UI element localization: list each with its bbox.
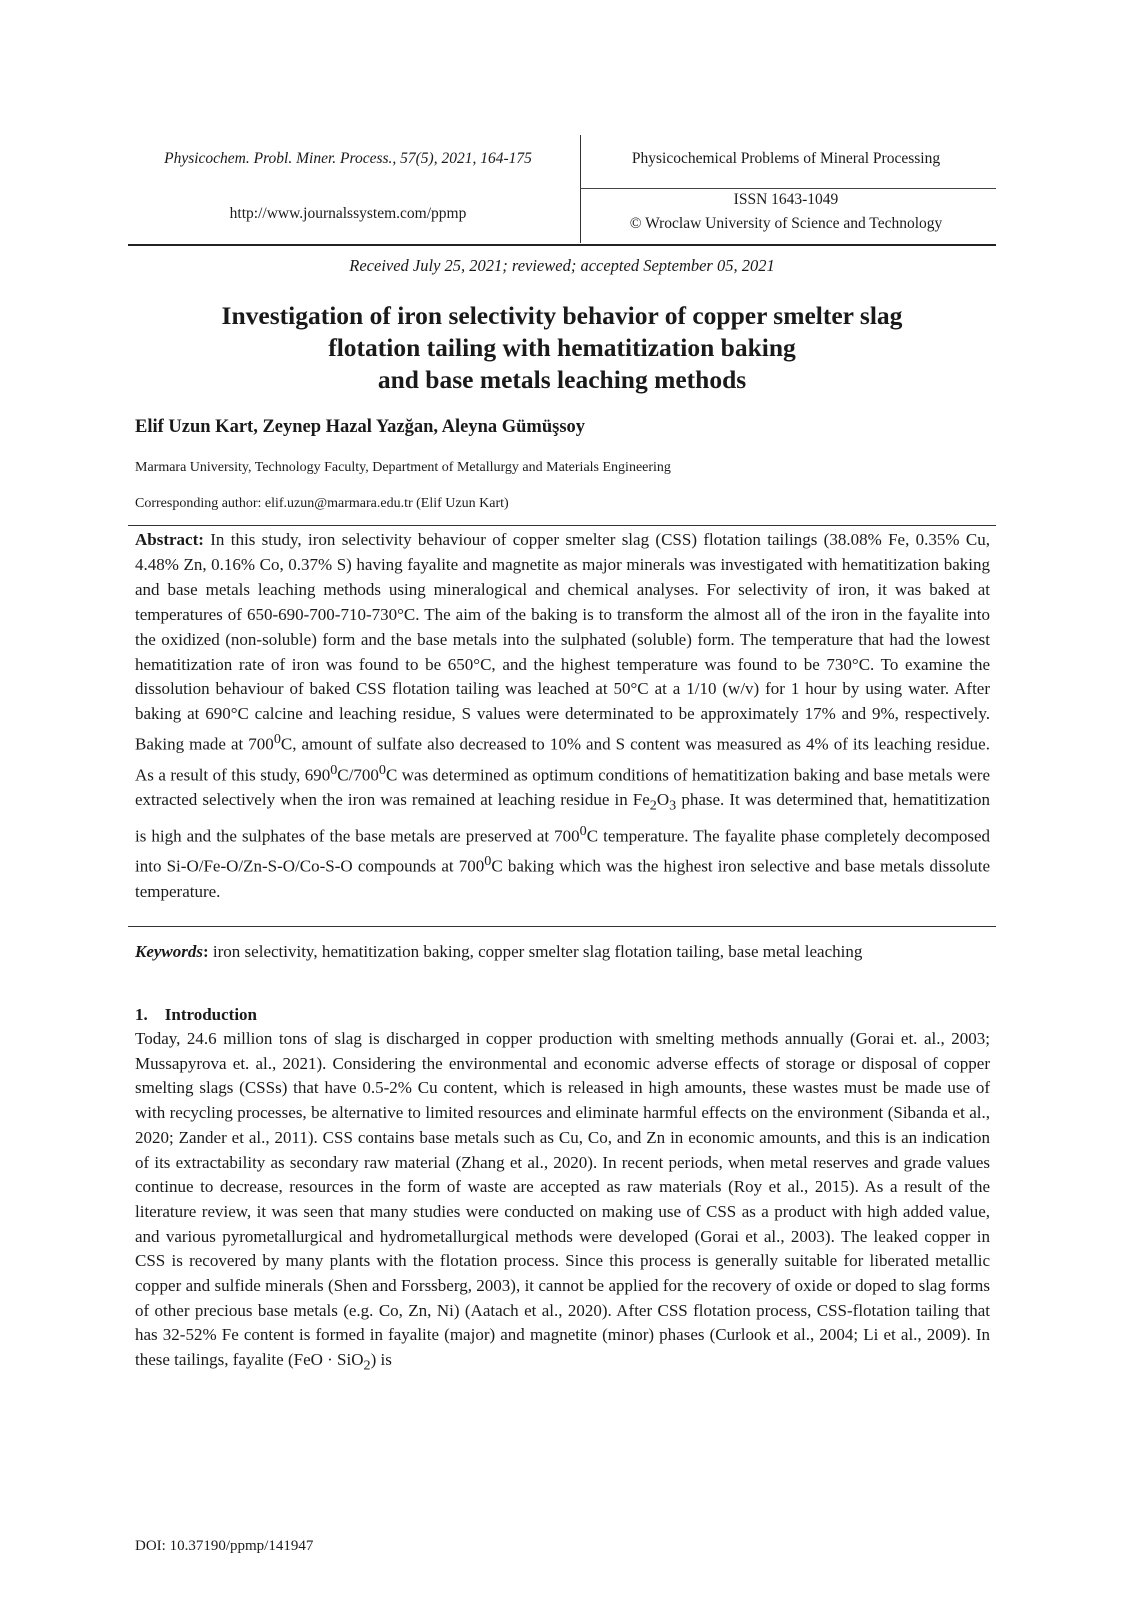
section-heading-introduction: 1. Introduction: [135, 1005, 258, 1024]
title-line-2: flotation tailing with hematitization baking: [328, 333, 796, 362]
corresponding-author: Corresponding author: elif.uzun@marmara.edu.tr (Elif Uzun Kart): [135, 496, 509, 511]
author-list: Elif Uzun Kart, Zeynep Hazal Yazğan, Aleyna Gümüşsoy: [135, 417, 586, 437]
journal-url[interactable]: http://www.journalssystem.com/ppmp: [229, 205, 467, 222]
abstract-top-rule: [128, 525, 996, 526]
title-line-3: and base metals leaching methods: [377, 365, 747, 394]
introduction-paragraph: Today, 24.6 million tons of slag is discharged in copper production with smelting methods annually (Gorai et. al., 2003; Mussapyrova et. al., 2021). Considering the environmental and economic adverse effects of storage or disposal of copper smelting slags (CSSs) that have 0.5-2% Cu content, which is released in high amounts, these wastes must be made use of with recycling processes, be alternative to limited resources and eliminate harmful effects on the environment (Sibanda et al., 2020; Zander et al., 2011). CSS contains base metals such as Cu, Co, and Zn in economic amounts, and this is an indication of its extractability as secondary raw material (Zhang et al., 2020). In recent periods, when metal reserves and grade values continue to decrease, resources in the form of waste are accepted as raw materials (Roy et al., 2015). As a result of the literature review, it was seen that many studies were conducted on making use of CSS as a product with high added value, and various pyrometallurgical and hydrometallurgical methods were developed (Gorai et al., 2003). The leaked copper in CSS is recovered by many plants with the flotation process. Since this process is generally suitable for liberated metallic copper and sulfide minerals (Shen and Forssberg, 2003), it cannot be applied for the recovery of oxide or doped to slag forms of other precious base metals (e.g. Co, Zn, Ni) (Aatach et al., 2020). After CSS flotation process, CSS-flotation tailing that has 32-52% Fe content is formed in fayalite (major) and magnetite (minor) phases (Curlook et al., 2004; Li et al., 2009). In these tailings, fayalite (FeO · SiO$_2$) is: [135, 1029, 990, 1374]
header-divider-horizontal: [580, 188, 996, 189]
paper-title: [128, 300, 996, 396]
affiliation: Marmara University, Technology Faculty, Department of Metallurgy and Materials Engineering: [135, 460, 671, 475]
received-dates: Received July 25, 2021; reviewed; accepted September 05, 2021: [349, 256, 775, 275]
keywords-label: Keywords: [135, 942, 203, 961]
abstract-label: Abstract:: [135, 530, 204, 549]
abstract: Abstract: In this study, iron selectivity behaviour of copper smelter slag (CSS) flotation tailings (38.08% Fe, 0.35% Cu, 4.48% Zn, 0.16% Co, 0.37% S) having fayalite and magnetite as major minerals was investigated with hematitization baking and base metals leaching methods using mineralogical and chemical analyses. For selectivity of iron, it was baked at temperatures of 650-690-700-710-730°C. The aim of the baking is to transform the almost all of the iron in the fayalite into the oxidized (non-soluble) form and the base metals into the sulphated (soluble) form. The temperature that had the lowest hematitization rate of iron was found to be 650°C, and the highest temperature was found to be 730°C. To examine the dissolution behaviour of baked CSS flotation tailing was leached at 50°C at a 1/10 (w/v) for 1 hour by using water. After baking at 690°C calcine and leaching residue, S values were determinated to be approximately 17% and 9%, respectively. Baking made at $700^0C$, amount of sulfate also decreased to 10% and S content was measured as 4% of its leaching residue. As a result of this study, $690^0C/700^0C$ was determined as optimum conditions of hematitization baking and base metals were extracted selectively when the iron was remained at leaching residue in $Fe_2O_3$ phase. It was determined that, hematitization is high and the sulphates of the base metals are preserved at $700^0C$ temperature. The fayalite phase completely decomposed into Si-O/Fe-O/Zn-S-O/Co-S-O compounds at $700^0C$ baking which was the highest iron selective and base metals dissolute temperature.: [135, 530, 991, 901]
abstract-bottom-rule: [128, 926, 996, 927]
title-line-1: Investigation of iron selectivity behavior of copper smelter slag: [221, 301, 903, 330]
journal-copyright: © Wroclaw University of Science and Technology: [629, 215, 943, 232]
header-rule: [128, 244, 996, 246]
doi[interactable]: DOI: 10.37190/ppmp/141947: [135, 1538, 314, 1554]
keywords: Keywords: iron selectivity, hematitization baking, copper smelter slag flotation tailing, base metal leaching: [135, 942, 863, 961]
journal-issn: ISSN 1643-1049: [733, 191, 839, 208]
journal-citation: Physicochem. Probl. Miner. Process., 57(5), 2021, 164-175: [164, 150, 532, 167]
journal-name: Physicochemical Problems of Mineral Processing: [631, 150, 941, 167]
header-divider-vertical: [580, 135, 581, 243]
